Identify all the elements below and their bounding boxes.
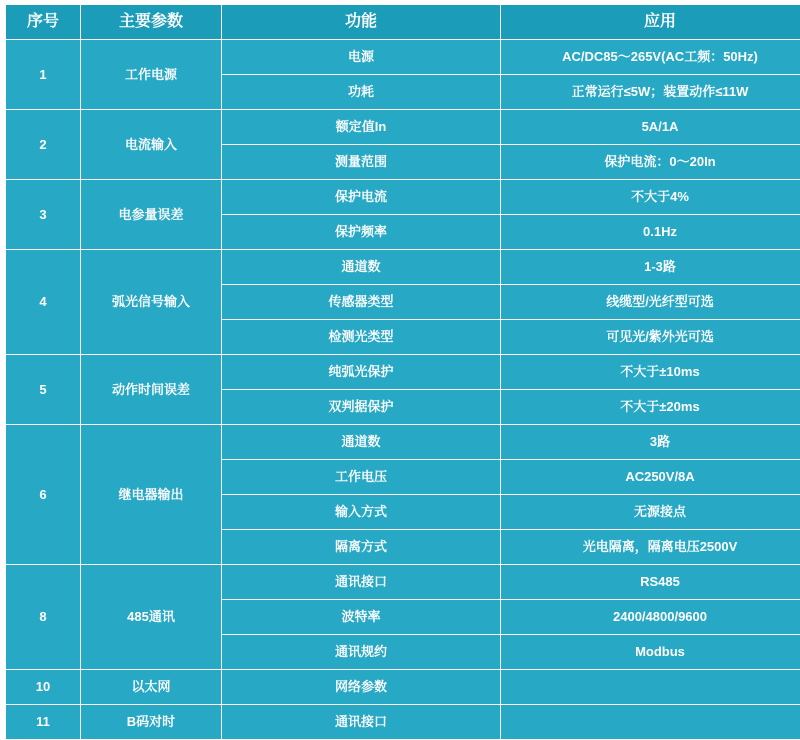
row-function-cell: 保护电流 <box>222 180 501 215</box>
row-application-cell: 不大于4% <box>501 180 800 215</box>
column-header-no: 序号 <box>6 5 81 40</box>
row-function-cell: 工作电压 <box>222 460 501 495</box>
row-application-cell <box>501 705 800 740</box>
table-row <box>6 705 800 740</box>
row-function-cell: 通道数 <box>222 250 501 285</box>
row-function-cell: 保护频率 <box>222 215 501 250</box>
column-header-param: 主要参数 <box>81 5 222 40</box>
table-header <box>6 5 800 40</box>
row-parameter-cell: 以太网 <box>81 670 222 705</box>
row-application-cell: 线缆型/光纤型可选 <box>501 285 800 320</box>
row-application-cell: 正常运行≤5W；装置动作≤11W <box>501 75 800 110</box>
row-application-cell: 光电隔离，隔离电压2500V <box>501 530 800 565</box>
row-function-cell: 双判据保护 <box>222 390 501 425</box>
row-function-cell: 输入方式 <box>222 495 501 530</box>
table-row <box>6 355 800 390</box>
row-application-cell: 2400/4800/9600 <box>501 600 800 635</box>
row-number-cell: 1 <box>6 40 81 110</box>
table-row <box>6 250 800 285</box>
row-function-cell: 纯弧光保护 <box>222 355 501 390</box>
row-parameter-cell: 电流输入 <box>81 110 222 180</box>
row-application-cell: AC250V/8A <box>501 460 800 495</box>
row-application-cell: 无源接点 <box>501 495 800 530</box>
row-application-cell: 1-3路 <box>501 250 800 285</box>
row-number-cell: 2 <box>6 110 81 180</box>
row-function-cell: 通讯接口 <box>222 705 501 740</box>
row-number-cell: 6 <box>6 425 81 565</box>
row-function-cell: 通讯接口 <box>222 565 501 600</box>
row-application-cell: 3路 <box>501 425 800 460</box>
row-application-cell: 5A/1A <box>501 110 800 145</box>
table-row <box>6 110 800 145</box>
row-number-cell: 3 <box>6 180 81 250</box>
row-parameter-cell: 弧光信号输入 <box>81 250 222 355</box>
table-row <box>6 425 800 460</box>
column-header-function: 功能 <box>222 5 501 40</box>
row-function-cell: 检测光类型 <box>222 320 501 355</box>
row-function-cell: 通道数 <box>222 425 501 460</box>
row-function-cell: 网络参数 <box>222 670 501 705</box>
row-function-cell: 传感器类型 <box>222 285 501 320</box>
row-function-cell: 测量范围 <box>222 145 501 180</box>
row-application-cell <box>501 670 800 705</box>
row-application-cell: RS485 <box>501 565 800 600</box>
row-parameter-cell: B码对时 <box>81 705 222 740</box>
row-application-cell: Modbus <box>501 635 800 670</box>
row-number-cell: 5 <box>6 355 81 425</box>
row-parameter-cell: 动作时间误差 <box>81 355 222 425</box>
row-number-cell: 11 <box>6 705 81 740</box>
row-parameter-cell: 继电器输出 <box>81 425 222 565</box>
row-function-cell: 功耗 <box>222 75 501 110</box>
row-application-cell: 可见光/紫外光可选 <box>501 320 800 355</box>
row-function-cell: 隔离方式 <box>222 530 501 565</box>
row-application-cell: 不大于±20ms <box>501 390 800 425</box>
table-row <box>6 40 800 75</box>
row-number-cell: 8 <box>6 565 81 670</box>
specification-table <box>5 4 800 740</box>
row-function-cell: 通讯规约 <box>222 635 501 670</box>
row-application-cell: 不大于±10ms <box>501 355 800 390</box>
table-body <box>6 40 800 740</box>
row-function-cell: 额定值In <box>222 110 501 145</box>
row-function-cell: 电源 <box>222 40 501 75</box>
row-parameter-cell: 485通讯 <box>81 565 222 670</box>
row-function-cell: 波特率 <box>222 600 501 635</box>
table-header-row <box>6 5 800 40</box>
row-application-cell: 0.1Hz <box>501 215 800 250</box>
row-application-cell: AC/DC85～265V(AC工频：50Hz) <box>501 40 800 75</box>
table-row <box>6 180 800 215</box>
table-row <box>6 565 800 600</box>
row-parameter-cell: 电参量误差 <box>81 180 222 250</box>
row-parameter-cell: 工作电源 <box>81 40 222 110</box>
row-application-cell: 保护电流：0～20In <box>501 145 800 180</box>
row-number-cell: 4 <box>6 250 81 355</box>
column-header-application: 应用 <box>501 5 800 40</box>
row-number-cell: 10 <box>6 670 81 705</box>
table-row <box>6 670 800 705</box>
